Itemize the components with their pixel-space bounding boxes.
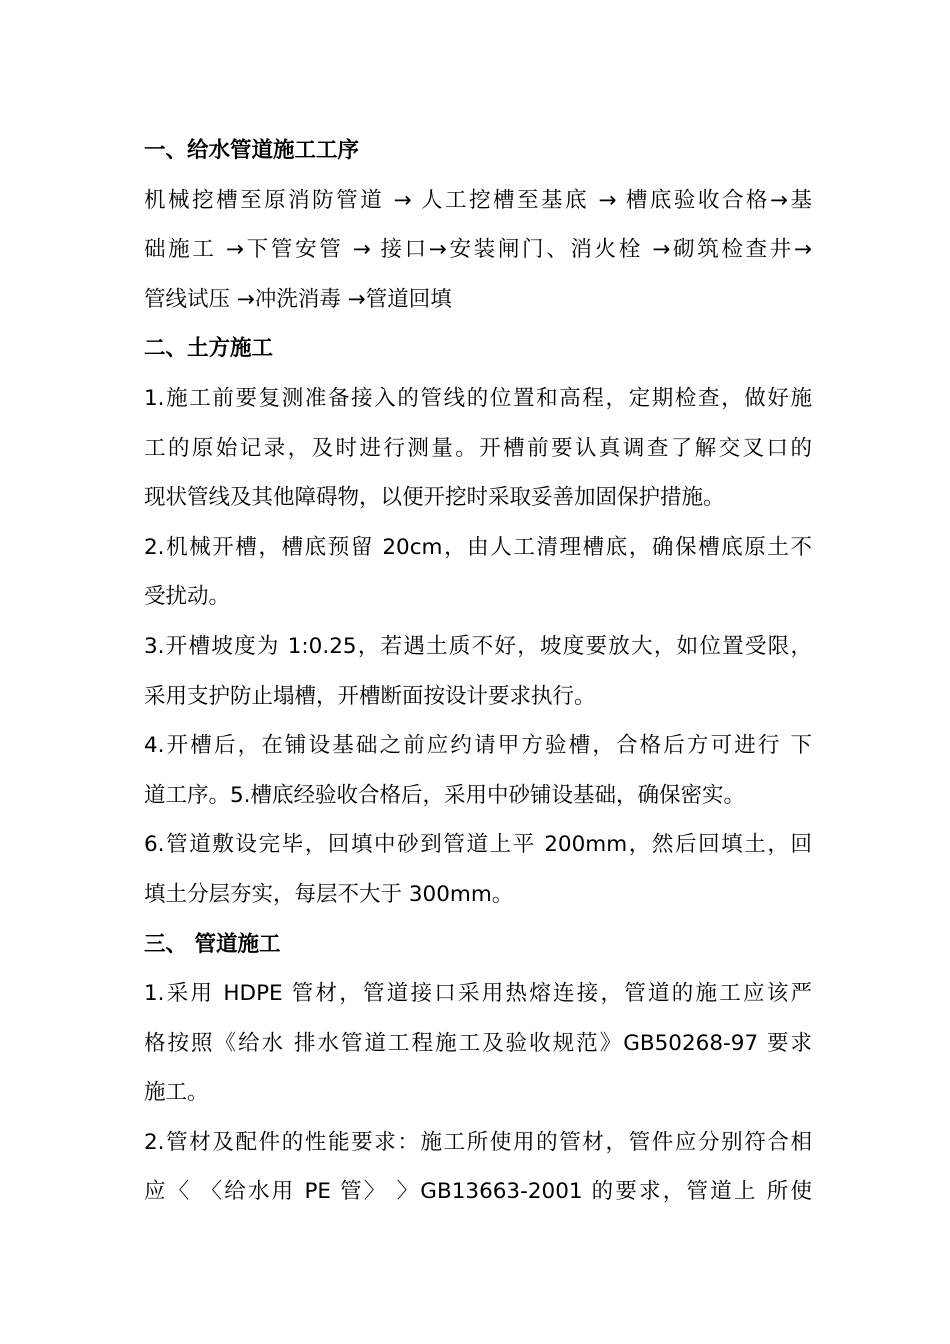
- paragraph-line: 工的原始记录，及时进行测量。开槽前要认真调查了解交叉口的: [144, 435, 812, 461]
- paragraph-line: 2.机械开槽，槽底预留 20cm，由人工清理槽底，确保槽底原土不: [144, 534, 812, 560]
- paragraph-line: 受扰动。: [144, 584, 231, 610]
- paragraph-line: 管线试压 →冲洗消毒 →管道回填: [144, 286, 452, 312]
- paragraph-line: 3.开槽坡度为 1:0.25，若遇土质不好，坡度要放大，如位置受限，: [144, 633, 812, 659]
- paragraph-line: 填土分层夯实，每层不大于 300mm。: [144, 881, 514, 907]
- paragraph-line: 1.采用 HDPE 管材，管道接口采用热熔连接，管道的施工应该严: [144, 981, 812, 1007]
- paragraph-line: 4.开槽后，在铺设基础之前应约请甲方验槽，合格后方可进行 下: [144, 733, 812, 759]
- paragraph-line: 现状管线及其他障碍物，以便开挖时采取妥善加固保护措施。: [144, 485, 725, 511]
- section-heading-2: 二、土方施工: [144, 336, 274, 362]
- paragraph-line: 机械挖槽至原消防管道 → 人工挖槽至基底 → 槽底验收合格→基: [144, 187, 812, 213]
- paragraph-line: 1.施工前要复测准备接入的管线的位置和高程，定期检查，做好施: [144, 385, 812, 411]
- paragraph-line: 应〈 〈给水用 PE 管〉 〉GB13663-2001 的要求，管道上 所使: [144, 1179, 812, 1205]
- paragraph-line: 采用支护防止塌槽，开槽断面按设计要求执行。: [144, 683, 596, 709]
- section-heading-3: 三、 管道施工: [144, 931, 281, 957]
- section-heading-1: 一、给水管道施工工序: [144, 138, 360, 163]
- document-page: [144, 126, 812, 1217]
- paragraph-line: 6.管道敷设完毕，回填中砂到管道上平 200mm，然后回填土，回: [144, 832, 812, 858]
- paragraph-line: 2.管材及配件的性能要求：施工所使用的管材，管件应分别符合相: [144, 1129, 812, 1155]
- paragraph-line: 础施工 →下管安管 → 接口→安装闸门、消火栓 →砌筑检查井→: [144, 237, 812, 263]
- paragraph-line: 施工。: [144, 1080, 209, 1106]
- paragraph-line: 道工序。5.槽底经验收合格后，采用中砂铺设基础，确保密实。: [144, 782, 746, 808]
- paragraph-line: 格按照《给水 排水管道工程施工及验收规范》GB50268-97 要求: [144, 1030, 812, 1056]
